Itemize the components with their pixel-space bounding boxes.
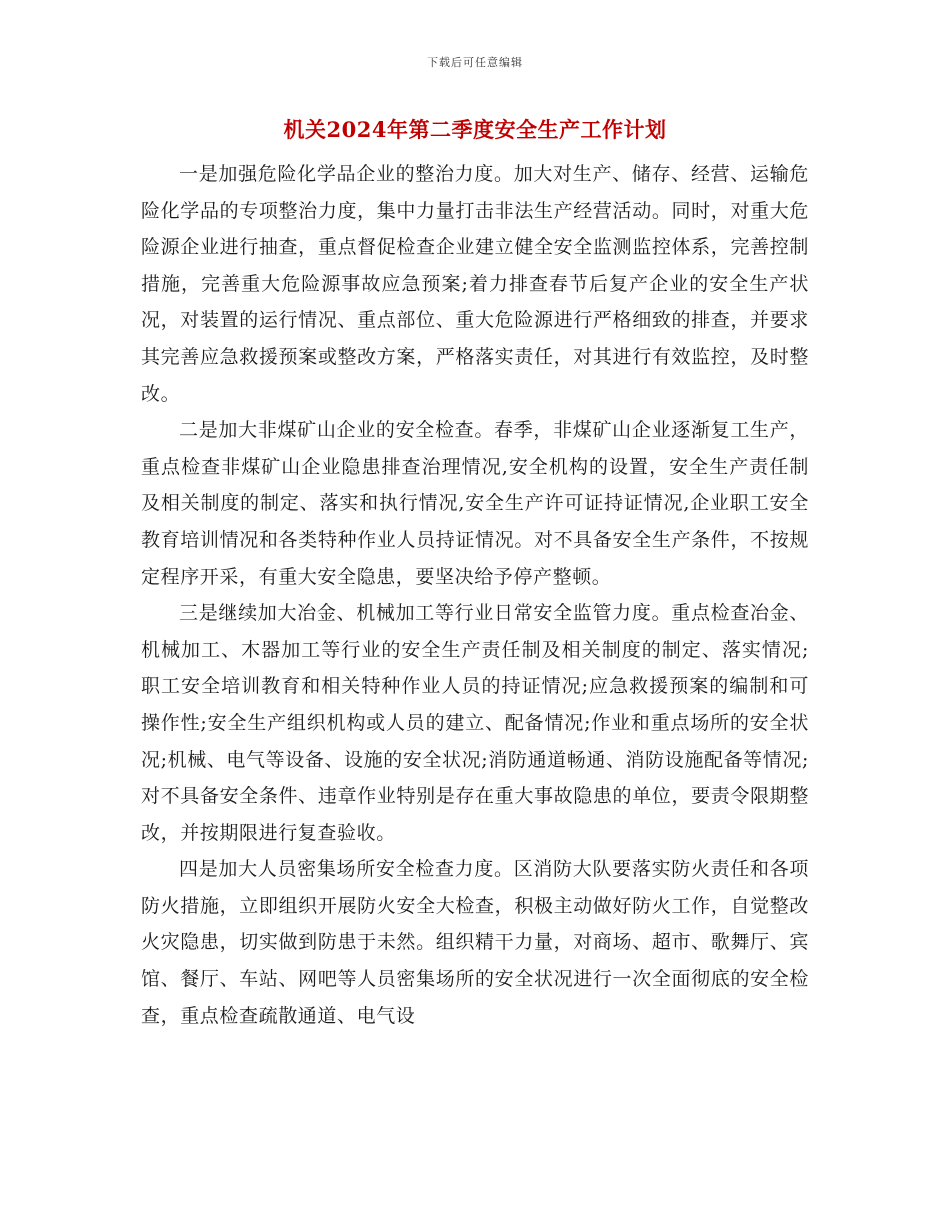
header-note: 下载后可任意编辑	[427, 56, 523, 69]
paragraph-1: 一是加强危险化学品企业的整治力度。加大对生产、储存、经营、运输危险化学品的专项整治力度，集中力量打击非法生产经营活动。同时，对重大危险源企业进行抽查，重点督促检查企业建立健全安全监测监控体系，完善控制措施，完善重大危险源事故应急预案;着力排查春节后复产企业的安全生产状况，对装置的运行情况、重点部位、重大危险源进行严格细致的排查，并要求其完善应急救援预案或整改方案，严格落实责任，对其进行有效监控，及时整改。	[141, 163, 809, 405]
paragraph-3: 三是继续加大冶金、机械加工等行业日常安全监管力度。重点检查冶金、机械加工、木器加工等行业的安全生产责任制及相关制度的制定、落实情况;职工安全培训教育和相关特种作业人员的持证情况;应急救援预案的编制和可操作性;安全生产组织机构或人员的建立、配备情况;作业和重点场所的安全状况;机械、电气等设备、设施的安全状况;消防通道畅通、消防设施配备等情况;对不具备安全条件、违章作业特别是存在重大事故隐患的单位，要责令限期整改，并按期限进行复查验收。	[141, 602, 809, 844]
document-body	[141, 156, 809, 1034]
paragraph-4: 四是加大人员密集场所安全检查力度。区消防大队要落实防火责任和各项防火措施，立即组织开展防火安全大检查，积极主动做好防火工作，自觉整改火灾隐患，切实做到防患于未然。组织精干力量，对商场、超市、歌舞厅、宾馆、餐厅、车站、网吧等人员密集场所的安全状况进行一次全面彻底的安全检查，重点检查疏散通道、电气设	[141, 858, 809, 1027]
document-title: 机关2024年第二季度安全生产工作计划	[283, 117, 667, 142]
paragraph-2: 二是加大非煤矿山企业的安全检查。春季，非煤矿山企业逐渐复工生产，重点检查非煤矿山企业隐患排查治理情况,安全机构的设置，安全生产责任制及相关制度的制定、落实和执行情况,安全生产许可证持证情况,企业职工安全教育培训情况和各类特种作业人员持证情况。对不具备安全生产条件，不按规定程序开采，有重大安全隐患，要坚决给予停产整顿。	[141, 419, 809, 588]
